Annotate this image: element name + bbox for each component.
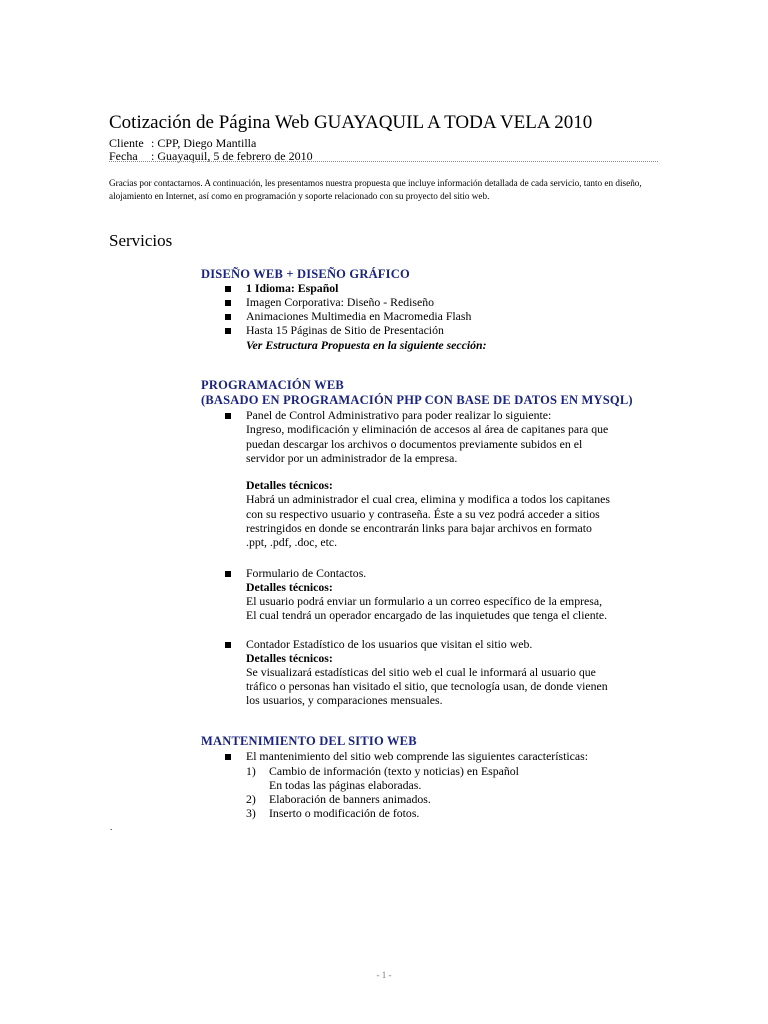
formulario-title: Formulario de Contactos. xyxy=(246,566,367,580)
contador-line: Se visualizará estadísticas del sitio web el cual le informará al usuario que xyxy=(246,665,596,679)
formulario-line: El usuario podrá enviar un formulario a un correo específico de la empresa, xyxy=(246,594,603,608)
panel-detalles-line: restringidos en donde se encontrarán links para bajar archivos en formato xyxy=(246,521,592,535)
contador-line: los usuarios, y comparaciones mensuales. xyxy=(246,693,443,707)
list-item: Elaboración de banners animados. xyxy=(269,792,431,806)
fecha-value: : Guayaquil, 5 de febrero de 2010 xyxy=(151,149,313,163)
formulario-detalles-label: Detalles técnicos: xyxy=(246,580,333,594)
list-item: En todas las páginas elaboradas. xyxy=(269,778,422,792)
panel-detalles-label: Detalles técnicos: xyxy=(246,478,333,492)
cliente-label: Cliente xyxy=(109,136,144,150)
diseno-note: Ver Estructura Propuesta en la siguiente sección: xyxy=(246,338,487,352)
diseno-item: Imagen Corporativa: Diseño - Rediseño xyxy=(246,295,435,309)
diseno-item: 1 Idioma: Español xyxy=(246,281,339,295)
cliente-value: : CPP, Diego Mantilla xyxy=(151,136,257,150)
mantenimiento-intro: El mantenimiento del sitio web comprende las siguientes características: xyxy=(246,749,589,763)
bullet xyxy=(225,642,231,648)
list-item: Cambio de información (texto y noticias) en Español xyxy=(269,764,519,778)
programacion-heading: PROGRAMACIÓN WEB xyxy=(201,378,344,392)
diseno-item: Animaciones Multimedia en Macromedia Flash xyxy=(246,309,472,323)
fecha-label: Fecha xyxy=(109,149,138,163)
stray-mark: . xyxy=(110,822,113,832)
programacion-subheading: (BASADO EN PROGRAMACIÓN PHP CON BASE DE DATOS EN MYSQL) xyxy=(201,393,633,407)
bullet xyxy=(225,286,231,292)
panel-detalles-line: Habrá un administrador el cual crea, elimina y modifica a todos los capitanes xyxy=(246,492,610,506)
intro-paragraph: Gracias por contactarnos. A continuación, les presentamos nuestra propuesta que incluye información detallada de cada servicio, tanto en diseño, alojamiento en Internet, así como en programación y soporte relacionado con su proyecto del sitio web. xyxy=(109,178,642,201)
list-number: 3) xyxy=(246,806,256,820)
bullet xyxy=(225,754,231,760)
contador-detalles-label: Detalles técnicos: xyxy=(246,651,333,665)
mantenimiento-heading: MANTENIMIENTO DEL SITIO WEB xyxy=(201,734,417,748)
servicios-heading: Servicios xyxy=(109,231,173,250)
diseno-item: Hasta 15 Páginas de Sitio de Presentación xyxy=(246,323,444,337)
panel-title: Panel de Control Administrativo para poder realizar lo siguiente: xyxy=(246,408,552,422)
document-title: Cotización de Página Web GUAYAQUIL A TODA VELA 2010 xyxy=(109,112,593,133)
panel-line: servidor por un administrador de la empresa. xyxy=(246,451,458,465)
panel-detalles-line: .ppt, .pdf, .doc, etc. xyxy=(246,535,338,549)
list-number: 1) xyxy=(246,764,256,778)
list-number: 2) xyxy=(246,792,256,806)
panel-line: Ingreso, modificación y eliminación de accesos al área de capitanes para que xyxy=(246,422,609,436)
contador-title: Contador Estadístico de los usuarios que visitan el sitio web. xyxy=(246,637,533,651)
panel-detalles-line: con su respectivo usuario y contraseña. Éste a su vez podrá acceder a sitios xyxy=(246,507,600,521)
bullet xyxy=(225,571,231,577)
formulario-line: El cual tendrá un operador encargado de las inquietudes que tenga el cliente. xyxy=(246,608,608,622)
bullet xyxy=(225,300,231,306)
dotted-divider xyxy=(109,161,658,162)
page-number: - 1 - xyxy=(376,970,392,980)
diseno-heading: DISEÑO WEB + DISEÑO GRÁFICO xyxy=(201,267,410,281)
contador-line: tráfico o personas han visitado el sitio, que tecnología usan, de donde vienen xyxy=(246,679,608,693)
list-item: Inserto o modificación de fotos. xyxy=(269,806,420,820)
panel-line: puedan descargar los archivos o documentos previamente subidos en el xyxy=(246,437,583,451)
bullet xyxy=(225,314,231,320)
bullet xyxy=(225,413,231,419)
bullet xyxy=(225,328,231,334)
